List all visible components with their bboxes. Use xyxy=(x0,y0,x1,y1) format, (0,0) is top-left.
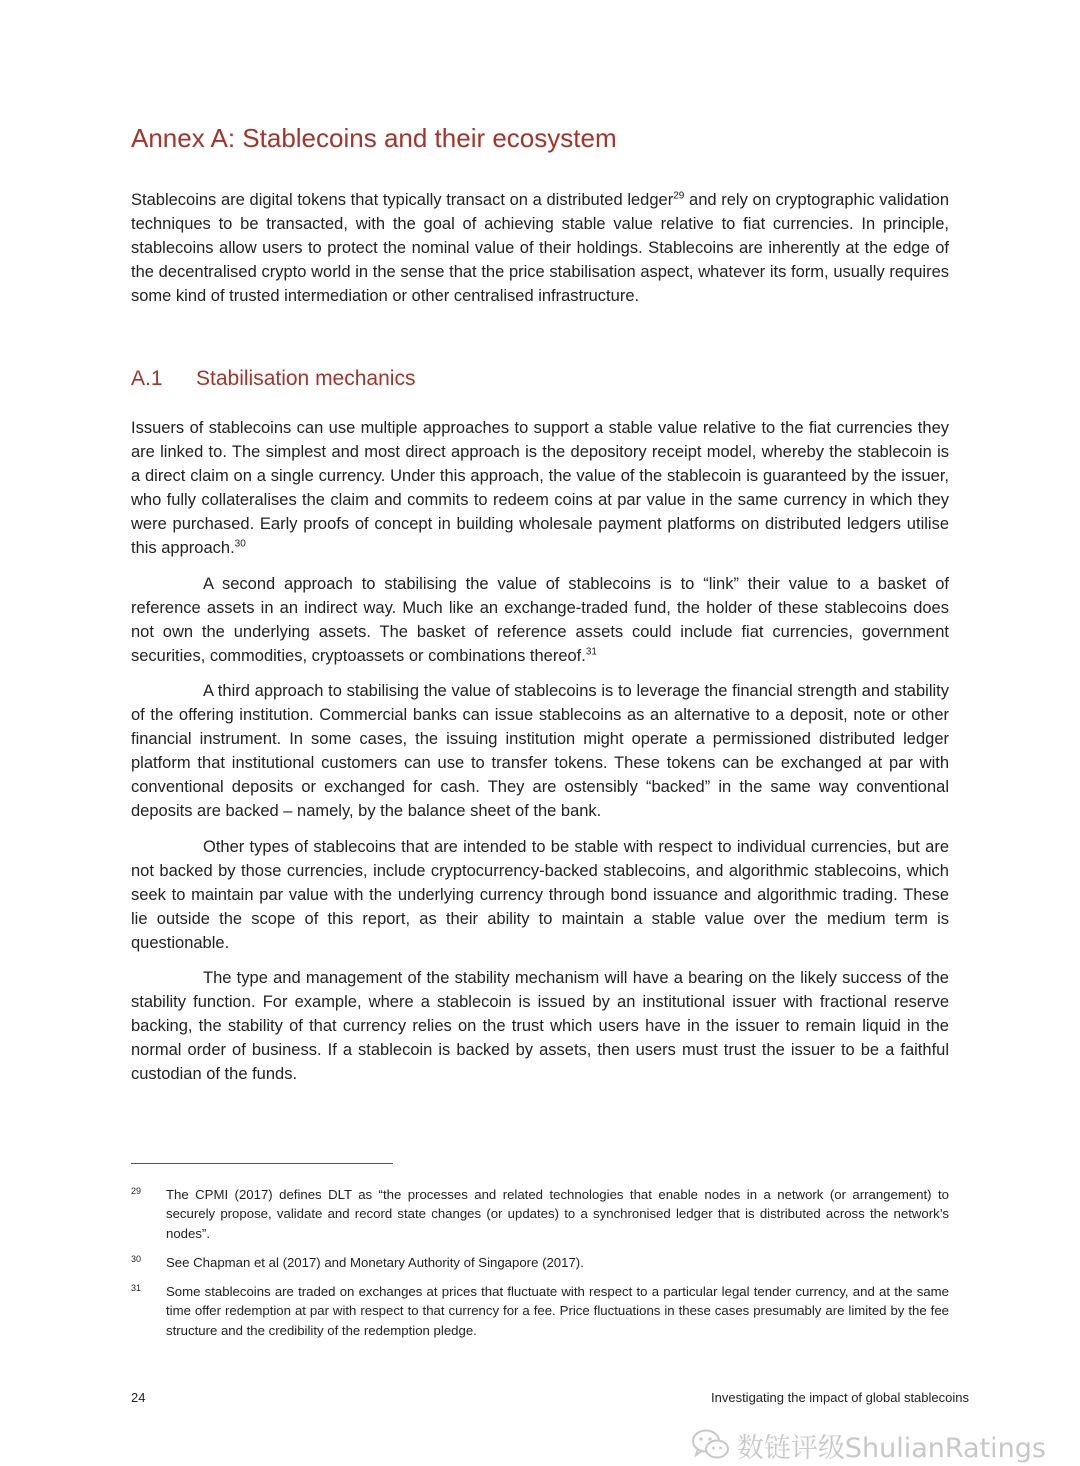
footnote-divider xyxy=(131,1163,393,1164)
footnote-31 xyxy=(131,1282,949,1340)
paragraph-text: A third approach to stabilising the value of stablecoins is to leverage the financial strength and stability of the offering institution. Commercial banks can issue stablecoins as an alternative to a deposit, note or other financial instrument. In some cases, the issuing institution might operate a permissioned distributed ledger platform that institutional customers can use to transfer tokens. These tokens can be exchanged at par with conventional deposits or exchanged for cash. They are ostensibly “backed” in the same way conventional deposits are backed – namely, by the balance sheet of the bank. xyxy=(131,681,949,821)
body-paragraph-3 xyxy=(131,679,949,824)
footnote-text: The CPMI (2017) defines DLT as “the processes and related technologies that enable nodes in a network (or arrangement) to securely propose, validate and record state changes (or updates) to a synchronised ledger that is distributed across the network’s nodes”. xyxy=(166,1187,949,1241)
section-number: A.1 xyxy=(131,367,163,390)
footnotes xyxy=(131,1185,949,1340)
footnote-ref-30[interactable]: 30 xyxy=(234,538,246,550)
paragraph-text: Other types of stablecoins that are intended to be stable with respect to individual currencies, but are not backed by those currencies, include cryptocurrency-backed stablecoins, and algorithmic stablecoins, which seek to maintain par value with the underlying currency through bond issuance and algorithmic trading. These lie outside the scope of this report, as their ability to maintain a stable value over the medium term is questionable. xyxy=(131,837,949,952)
footnote-number: 30 xyxy=(131,1253,142,1264)
section-title: Stabilisation mechanics xyxy=(196,367,416,390)
footnote-number: 29 xyxy=(131,1186,142,1196)
intro-text-start: Stablecoins are digital tokens that typically transact on a distributed ledger xyxy=(131,191,674,209)
document-title: Investigating the impact of global stablecoins xyxy=(711,1390,969,1405)
paragraph-text: A second approach to stabilising the value of stablecoins is to “link” their value to a basket of reference assets in an indirect way. Much like an exchange-traded fund, the holder of these stablecoins does not own the underlying assets. The basket of reference assets could include fiat currencies, government securities, commodities, cryptoassets or combinations thereof. xyxy=(131,574,949,665)
intro-section xyxy=(131,188,949,308)
footnote-30 xyxy=(131,1253,949,1272)
footnote-ref-29[interactable]: 29 xyxy=(673,190,685,202)
wechat-icon xyxy=(691,1428,731,1462)
footnote-ref-31[interactable]: 31 xyxy=(585,646,597,658)
intro-paragraph xyxy=(131,188,949,308)
page-number: 24 xyxy=(131,1390,146,1405)
footnote-29 xyxy=(131,1185,949,1243)
footnote-number: 31 xyxy=(131,1283,142,1294)
annex-heading: Annex A: Stablecoins and their ecosystem xyxy=(131,123,617,153)
paragraph-text: The type and management of the stability mechanism will have a bearing on the likely success of the stability function. For example, where a stablecoin is issued by an institutional issuer with fractional reserve backing, the stability of that currency relies on the trust which users have in the issuer to remain liquid in the normal order of business. If a stablecoin is backed by assets, then users must trust the issuer to be a faithful custodian of the funds. xyxy=(131,968,949,1084)
watermark-text: 数链评级ShulianRatings xyxy=(736,1432,1046,1464)
section-body xyxy=(131,416,949,1086)
watermark xyxy=(691,1427,1046,1463)
footnote-text: Some stablecoins are traded on exchanges at prices that fluctuate with respect to a particular legal tender currency, and at the same time offer redemption at par with respect to that currency for a fee. Price fluctuations in these cases presumably are limited by the fee structure and the credibility of the redemption pledge. xyxy=(166,1284,949,1338)
paragraph-text: Issuers of stablecoins can use multiple approaches to support a stable value relative to the fiat currencies they are linked to. The simplest and most direct approach is the depository receipt model, whereby the stablecoin is a direct claim on a single currency. Under this approach, the value of the stablecoin is guaranteed by the issuer, who fully collateralises the claim and commits to redeem coins at par value in the same currency in which they were purchased. Early proofs of concept in building wholesale payment platforms on distributed ledgers utilise this approach. xyxy=(131,419,949,558)
section-heading xyxy=(131,365,415,393)
body-paragraph-2 xyxy=(131,572,949,668)
intro-text-end: and rely on cryptographic validation techniques to be transacted, with the goal of achieving stable value relative to fiat currencies. In principle, stablecoins allow users to protect the nominal value of their holdings. Stablecoins are inherently at the edge of the decentralised crypto world in the sense that the price stabilisation aspect, whatever its form, usually requires some kind of trusted intermediation or other centralised infrastructure. xyxy=(131,191,950,306)
footnote-text: See Chapman et al (2017) and Monetary Authority of Singapore (2017). xyxy=(166,1254,584,1270)
body-paragraph-1 xyxy=(131,416,949,561)
body-paragraph-5 xyxy=(131,966,949,1086)
body-paragraph-4 xyxy=(131,835,949,955)
